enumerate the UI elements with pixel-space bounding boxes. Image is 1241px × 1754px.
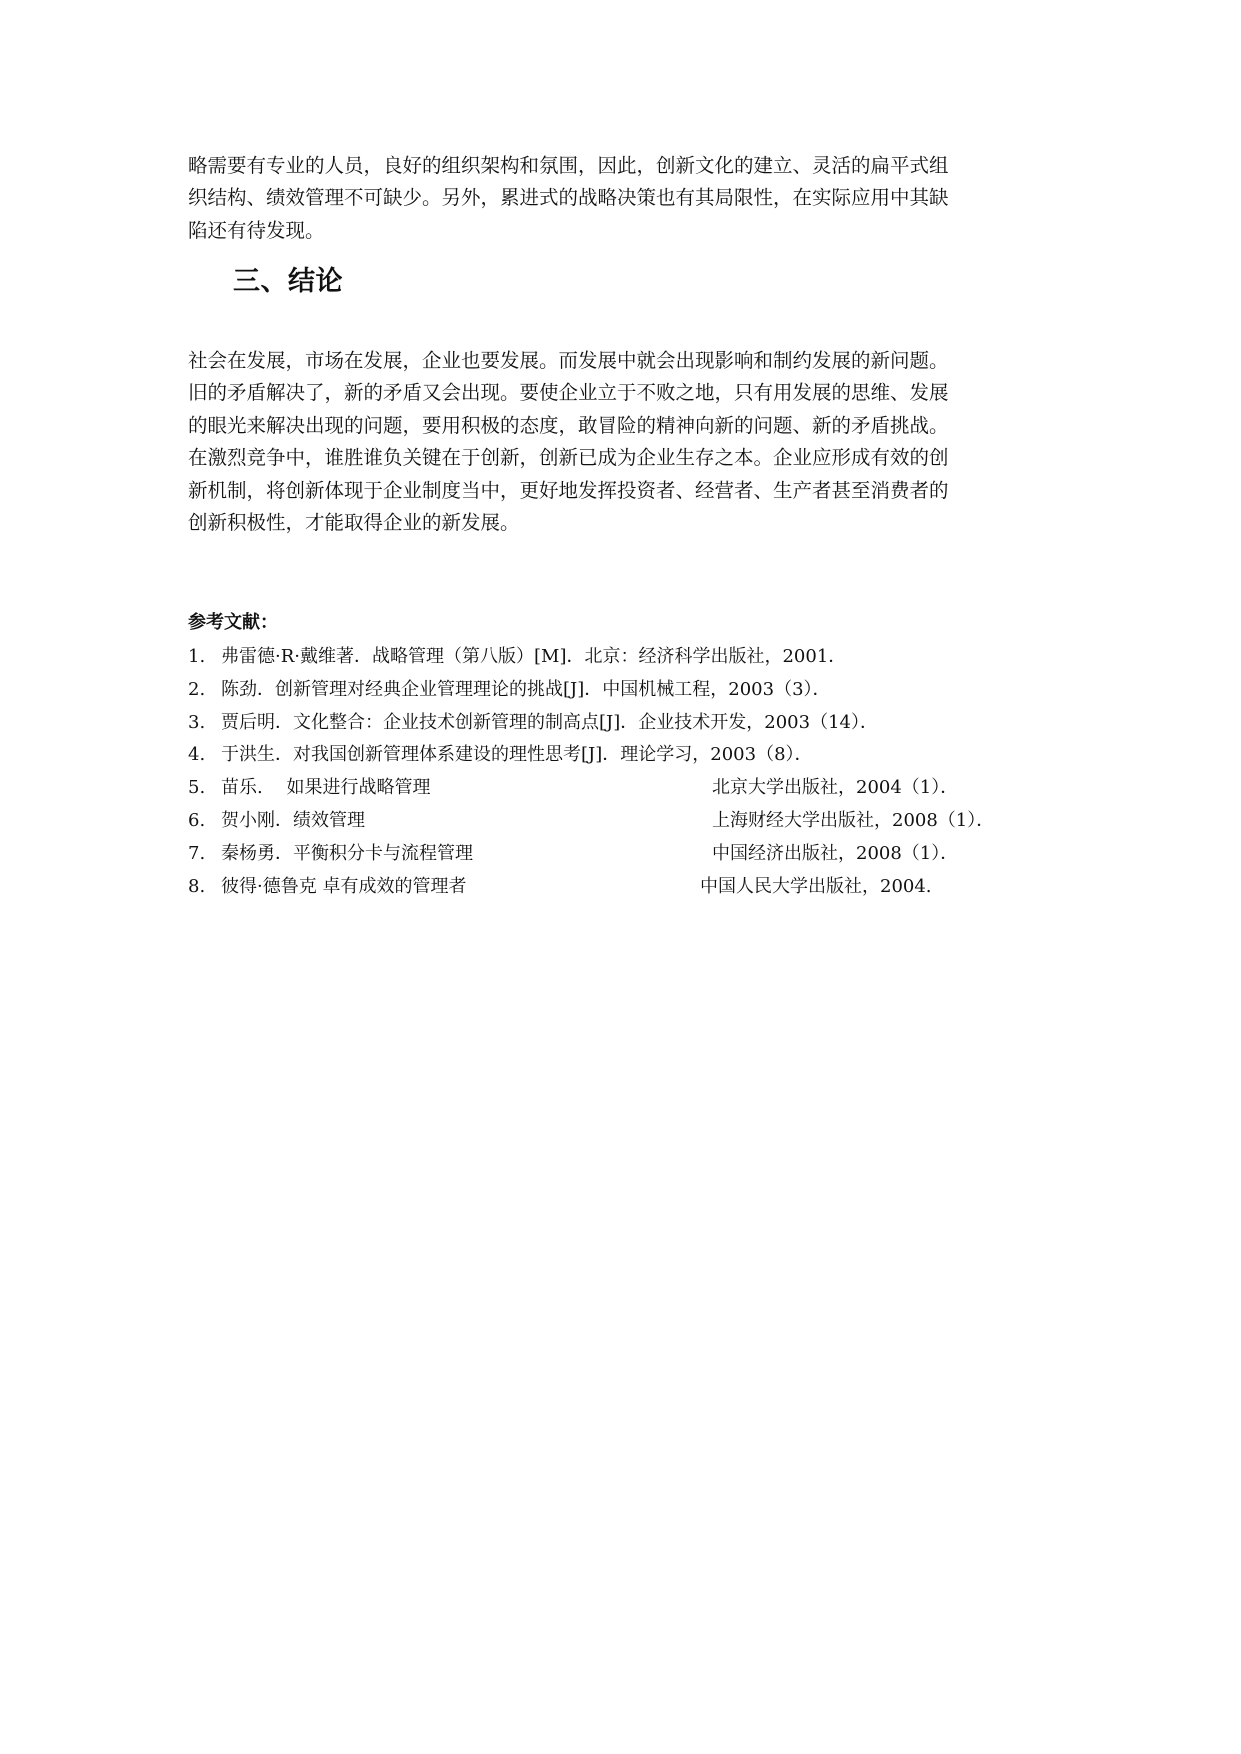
body-paragraph-continued <box>188 150 1046 247</box>
reference-text: 贺小刚．绩效管理 <box>221 809 365 831</box>
reference-item <box>188 739 1088 772</box>
reference-number: 2. <box>188 678 206 700</box>
reference-item <box>188 674 1088 707</box>
reference-number: 1. <box>188 646 206 667</box>
reference-text: 秦杨勇．平衡积分卡与流程管理 <box>221 842 473 864</box>
reference-number: 4. <box>188 744 206 766</box>
reference-text: 彼得·德鲁克 卓有成效的管理者 <box>221 875 467 897</box>
reference-number: 6. <box>188 809 206 831</box>
reference-number: 5. <box>188 777 206 799</box>
paragraph-line: 在激烈竞争中，谁胜谁负关键在于创新，创新已成为企业生存之本。企业应形成有效的创 <box>188 446 949 470</box>
paragraph-line: 社会在发展，市场在发展，企业也要发展。而发展中就会出现影响和制约发展的新问题。 <box>188 349 949 372</box>
paragraph-line: 创新积极性，才能取得企业的新发展。 <box>188 510 520 534</box>
reference-item <box>188 707 1088 740</box>
section-heading-conclusion: 三、结论 <box>233 266 343 297</box>
reference-text: 陈劲．创新管理对经典企业管理理论的挑战[J]．中国机械工程，2003（3）． <box>221 678 831 700</box>
reference-number: 8. <box>188 875 206 897</box>
paragraph-line: 陷还有待发现。 <box>188 218 325 242</box>
reference-item <box>188 838 1088 871</box>
reference-text: 弗雷德·R·戴维著．战略管理（第八版）[M]．北京：经济科学出版社，2001． <box>221 646 847 667</box>
reference-text: 贾后明．文化整合：企业技术创新管理的制高点[J]．企业技术开发，2003（14）． <box>221 711 878 733</box>
reference-text: 于洪生．对我国创新管理体系建设的理性思考[J]．理论学习，2003（8）． <box>221 744 813 766</box>
reference-item <box>188 641 1088 674</box>
reference-item <box>188 805 1088 838</box>
paragraph-line: 新机制，将创新体现于企业制度当中，更好地发挥投资者、经营者、生产者甚至消费者的 <box>188 478 949 502</box>
paragraph-line: 织结构、绩效管理不可缺少。另外，累进式的战略决策也有其局限性，在实际应用中其缺 <box>188 186 949 210</box>
reference-publisher: 中国经济出版社，2008（1）． <box>712 842 959 864</box>
references-title: 参考文献： <box>188 612 278 633</box>
paragraph-line: 旧的矛盾解决了，新的矛盾又会出现。要使企业立于不败之地，只有用发展的思维、发展 <box>188 381 949 405</box>
paragraph-line: 略需要有专业的人员，良好的组织架构和氛围，因此，创新文化的建立、灵活的扁平式组 <box>188 154 949 177</box>
reference-item <box>188 871 1088 904</box>
reference-publisher: 上海财经大学出版社，2008（1）． <box>712 809 995 831</box>
reference-publisher: 北京大学出版社，2004（1）． <box>712 777 959 799</box>
references-list <box>188 641 1088 903</box>
reference-text: 苗乐. 如果进行战略管理 <box>221 777 431 799</box>
reference-number: 7. <box>188 842 206 864</box>
reference-number: 3. <box>188 711 206 733</box>
conclusion-paragraph <box>188 345 1046 539</box>
paragraph-line: 的眼光来解决出现的问题，要用积极的态度，敢冒险的精神向新的问题、新的矛盾挑战。 <box>188 413 949 437</box>
reference-publisher: 中国人民大学出版社，2004. <box>700 875 932 897</box>
reference-item <box>188 772 1088 805</box>
